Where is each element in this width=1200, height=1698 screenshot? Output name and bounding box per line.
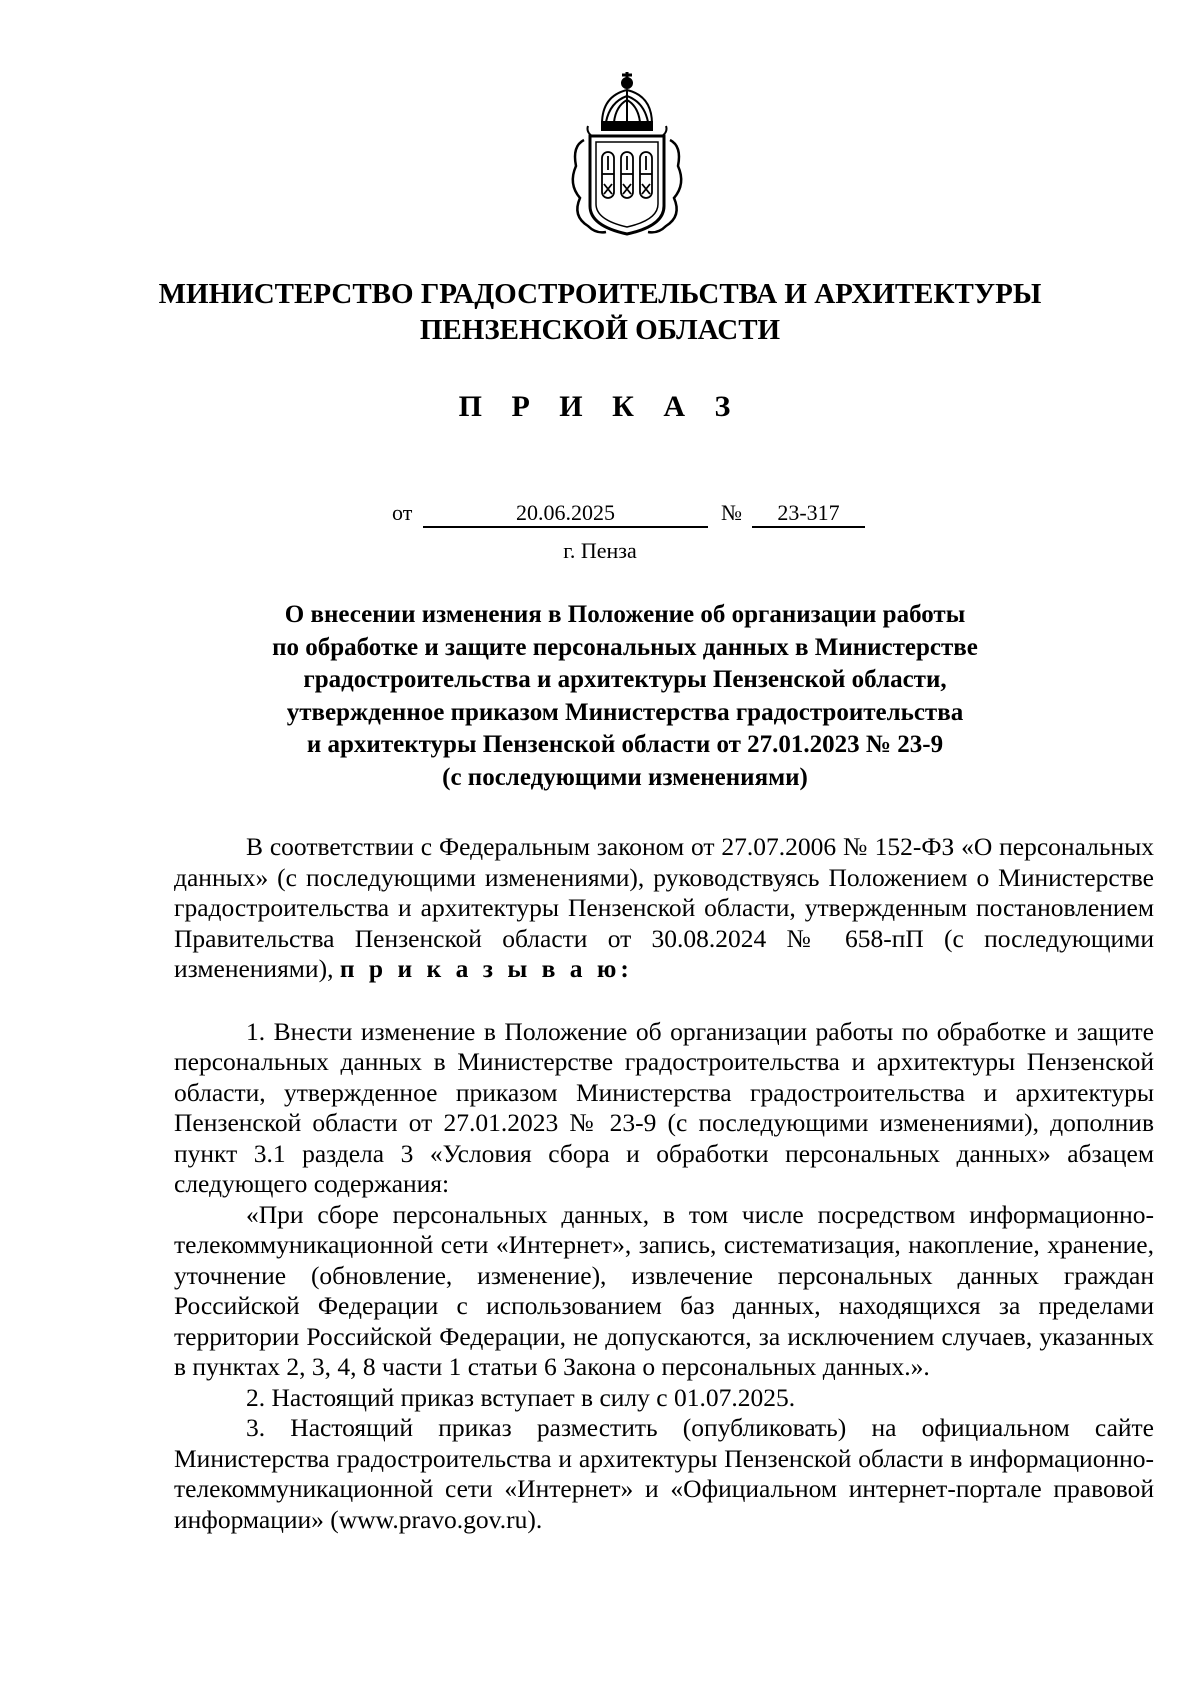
decree-word: п р и к а з ы в а ю: <box>339 954 633 983</box>
subject-line: и архитектуры Пензенской области от 27.01.2023 № 23-9 <box>306 731 944 758</box>
ministry-name-line2: ПЕНЗЕНСКОЙ ОБЛАСТИ <box>419 314 781 346</box>
order-number: 23-317 <box>752 500 865 528</box>
item-1-paragraph: 1. Внести изменение в Положение об организации работы по обработке и защите персональных данных в Министерстве градостроительства и архитектуры Пензенской области, утвержденное приказом Министерства градостроительства и архитектуры Пензенской области от 27.01.2023 № 23-9 (с последующими изменениями), дополнив пункт 3.1 раздела 3 «Условия сбора и обработки персональных данных» абзацем следующего содержания: <box>174 1016 1154 1198</box>
subject-line: по обработке и защите персональных данных в Министерстве <box>272 633 978 661</box>
subject-line: градостроительства и архитектуры Пензенской области, <box>303 666 947 693</box>
preamble-paragraph <box>174 832 1154 985</box>
quote-paragraph: «При сборе персональных данных, в том числе посредством информационно-телекоммуникационной сети «Интернет», запись, систематизация, накопление, хранение, уточнение (обновление, изменение), извлечение персональных данных граждан Российской Федерации с использованием баз данных, находящихся за пределами территории Российской Федерации, не допускаются, за исключением случаев, указанных в пунктах 2, 3, 4, 8 части 1 статьи 6 Закона о персональных данных.». <box>174 1199 1154 1381</box>
date-prefix: от <box>392 500 413 525</box>
subject-line: О внесении изменения в Положение об организации работы <box>284 601 966 628</box>
ministry-name <box>0 276 1200 348</box>
order-body <box>174 832 1154 1535</box>
order-subject <box>230 599 1020 794</box>
preamble-text: В соответствии с Федеральным законом от 27.07.2006 № 152-ФЗ «О персональных данных» (с последующими изменениями), руководствуясь Положением о Министерстве градостроительства и архитектуры Пензенской области, утвержденным постановлением Правительства Пензенской области от 30.08.2024 № 658-пП (с последующими изменениями), <box>174 832 1154 983</box>
city: г. Пенза <box>563 538 637 563</box>
order-date: 20.06.2025 <box>423 500 708 528</box>
subject-line: утвержденное приказом Министерства градостроительства <box>286 698 964 726</box>
number-prefix: № <box>721 500 742 525</box>
item-3-paragraph: 3. Настоящий приказ разместить (опубликовать) на официальном сайте Министерства градостроительства и архитектуры Пензенской области в информационно-телекоммуникационной сети «Интернет» и «Официальном интернет-портале правовой информации» (www.pravo.gov.ru). <box>174 1413 1154 1534</box>
coat-of-arms-icon <box>566 66 688 242</box>
item-2-paragraph: 2. Настоящий приказ вступает в силу с 01.07.2025. <box>246 1382 796 1412</box>
subject-line: (с последующими изменениями) <box>442 763 808 791</box>
ministry-name-line1: МИНИСТЕРСТВО ГРАДОСТРОИТЕЛЬСТВА И АРХИТЕКТУРЫ <box>158 278 1042 310</box>
document-type-title: П Р И К А З <box>458 390 742 423</box>
